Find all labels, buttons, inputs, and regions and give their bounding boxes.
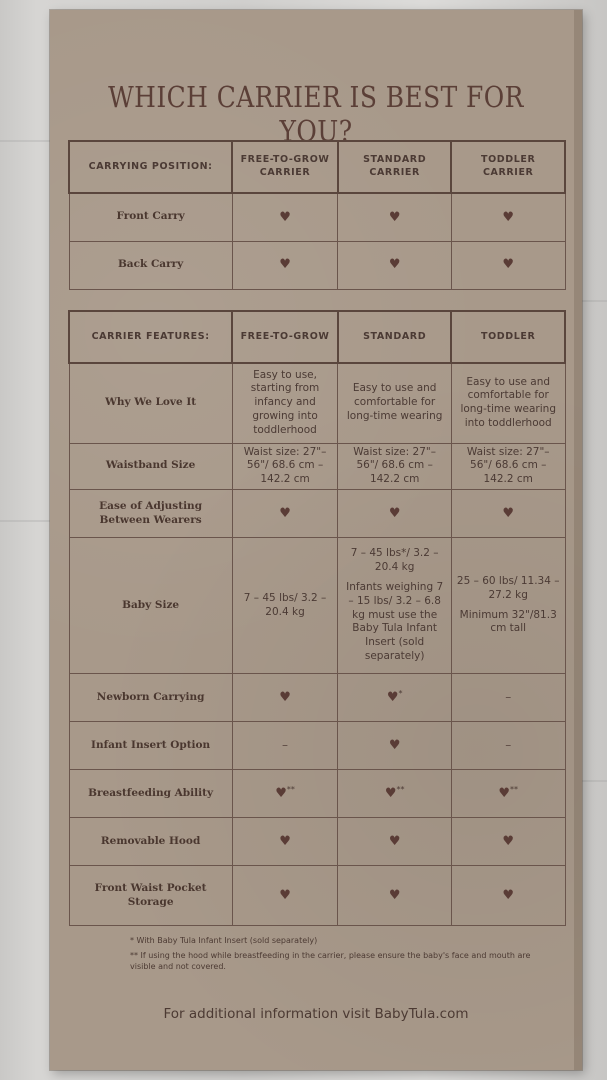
table-cell [338, 866, 452, 926]
dash-icon: – [505, 737, 512, 752]
table-cell [451, 241, 565, 289]
table-cell [338, 241, 452, 289]
heart-icon: ♥ [498, 786, 511, 801]
table-row [69, 538, 565, 674]
heart-icon: ♥ [386, 690, 399, 705]
heart-icon: ♥ [388, 888, 401, 903]
heart-icon: ♥ [388, 506, 401, 521]
table-cell [232, 193, 338, 241]
table-cell [338, 722, 452, 770]
cell-text: Waist size: 27"– 56"/ 68.6 cm – 142.2 cm [353, 445, 436, 486]
comparison-table [68, 140, 566, 926]
column-header: FREE-TO-GROW [232, 311, 338, 363]
heart-icon: ♥ [279, 257, 291, 273]
heart-icon: ♥ [384, 786, 397, 801]
table-row [69, 674, 565, 722]
box-edge [574, 10, 582, 1070]
table-cell [232, 490, 338, 538]
table-row [69, 818, 565, 866]
dash-icon: – [282, 737, 289, 752]
table-cell [451, 722, 565, 770]
positions-header-row [69, 141, 565, 193]
comparison-chart [68, 140, 566, 926]
row-label: Waistband Size [69, 443, 232, 490]
heart-icon: ♥ [279, 888, 291, 903]
row-label: Breastfeeding Ability [69, 770, 232, 818]
footnote-mark: ** [396, 785, 405, 794]
table-row [69, 490, 565, 538]
footnote-mark: * [398, 689, 403, 698]
table-row [69, 722, 565, 770]
table-cell [451, 538, 565, 674]
heart-icon: ♥ [502, 888, 515, 903]
heart-icon: ♥ [502, 209, 515, 225]
footnotes [130, 935, 550, 976]
row-label: Ease of Adjusting Between Wearers [69, 490, 232, 538]
table-cell [232, 866, 338, 926]
heart-icon: ♥ [502, 834, 515, 849]
table-cell [232, 443, 338, 490]
heart-icon: ♥ [279, 690, 291, 705]
table-cell [232, 722, 338, 770]
table-cell [232, 818, 338, 866]
row-label: Infant Insert Option [69, 722, 232, 770]
table-cell [232, 770, 338, 818]
section-gap-cell [69, 289, 565, 311]
footnote-mark: ** [286, 785, 295, 794]
table-row [69, 363, 565, 443]
cell-subtext: Minimum 32"/81.3 cm tall [459, 608, 557, 635]
cell-text: Waist size: 27"– 56"/ 68.6 cm – 142.2 cm [466, 445, 550, 486]
table-cell [451, 443, 565, 490]
table-cell [232, 538, 338, 674]
table-cell [338, 538, 452, 674]
table-row [69, 443, 565, 490]
table-cell [451, 193, 565, 241]
cell-text: Waist size: 27"– 56"/ 68.6 cm – 142.2 cm [243, 445, 327, 486]
table-cell [338, 443, 452, 490]
table-cell [451, 674, 565, 722]
column-header: TODDLER CARRIER [451, 141, 565, 193]
section-header: CARRYING POSITION: [69, 141, 232, 193]
row-label: Front Waist Pocket Storage [69, 866, 232, 926]
heart-icon: ♥ [275, 786, 287, 801]
row-label: Newborn Carrying [69, 674, 232, 722]
heart-icon: ♥ [388, 209, 401, 225]
table-cell [451, 818, 565, 866]
section-header: CARRIER FEATURES: [69, 311, 232, 363]
column-header: TODDLER [451, 311, 565, 363]
table-row [69, 770, 565, 818]
product-box [50, 10, 582, 1070]
row-label: Front Carry [69, 193, 232, 241]
cell-text: Easy to use and comfortable for long-time wearing [346, 382, 443, 423]
table-row [69, 866, 565, 926]
column-header: FREE-TO-GROW CARRIER [232, 141, 338, 193]
row-label: Why We Love It [69, 363, 232, 443]
cell-text: 25 – 60 lbs/ 11.34 – 27.2 kg [456, 574, 560, 601]
heart-icon: ♥ [502, 506, 515, 521]
table-cell [232, 241, 338, 289]
row-label: Baby Size [69, 538, 232, 674]
table-cell [338, 770, 452, 818]
cell-text: Easy to use, starting from infancy and growing into toddlerhood [250, 368, 320, 437]
table-cell [232, 363, 338, 443]
cell-subtext: Infants weighing 7 – 15 lbs/ 3.2 – 6.8 kg must use the Baby Tula Infant Insert (sold separately) [346, 580, 444, 663]
table-cell [338, 674, 452, 722]
table-cell [451, 770, 565, 818]
section-gap [69, 289, 565, 311]
heart-icon: ♥ [279, 834, 291, 849]
page-title: WHICH CARRIER IS BEST FOR YOU? [108, 80, 524, 148]
heart-icon: ♥ [502, 257, 515, 273]
column-header: STANDARD CARRIER [338, 141, 452, 193]
table-cell [451, 363, 565, 443]
heart-icon: ♥ [388, 738, 401, 753]
table-cell [338, 193, 452, 241]
heart-icon: ♥ [279, 209, 291, 225]
table-cell [338, 490, 452, 538]
cell-text: 7 – 45 lbs/ 3.2 – 20.4 kg [243, 591, 327, 618]
table-row [69, 193, 565, 241]
footnote: ** If using the hood while breastfeeding in the carrier, please ensure the baby's face and mouth are visible and not covered. [130, 950, 531, 972]
table-cell [338, 818, 452, 866]
table-cell [232, 674, 338, 722]
heart-icon: ♥ [388, 257, 401, 273]
features-header-row [69, 311, 565, 363]
heart-icon: ♥ [279, 506, 291, 521]
footer-link-text: For additional information visit BabyTula.com [163, 1006, 469, 1022]
row-label: Removable Hood [69, 818, 232, 866]
table-row [69, 241, 565, 289]
heart-icon: ♥ [388, 834, 401, 849]
row-label: Back Carry [69, 241, 232, 289]
cell-text: Easy to use and comfortable for long-time wearing into toddlerhood [460, 375, 556, 430]
column-header: STANDARD [338, 311, 452, 363]
footnote-mark: ** [510, 785, 519, 794]
table-cell [338, 363, 452, 443]
table-cell [451, 490, 565, 538]
table-cell [451, 866, 565, 926]
dash-icon: – [505, 689, 512, 704]
cell-text: 7 – 45 lbs*/ 3.2 – 20.4 kg [350, 547, 439, 573]
footnote: * With Baby Tula Infant Insert (sold separately) [130, 936, 318, 945]
